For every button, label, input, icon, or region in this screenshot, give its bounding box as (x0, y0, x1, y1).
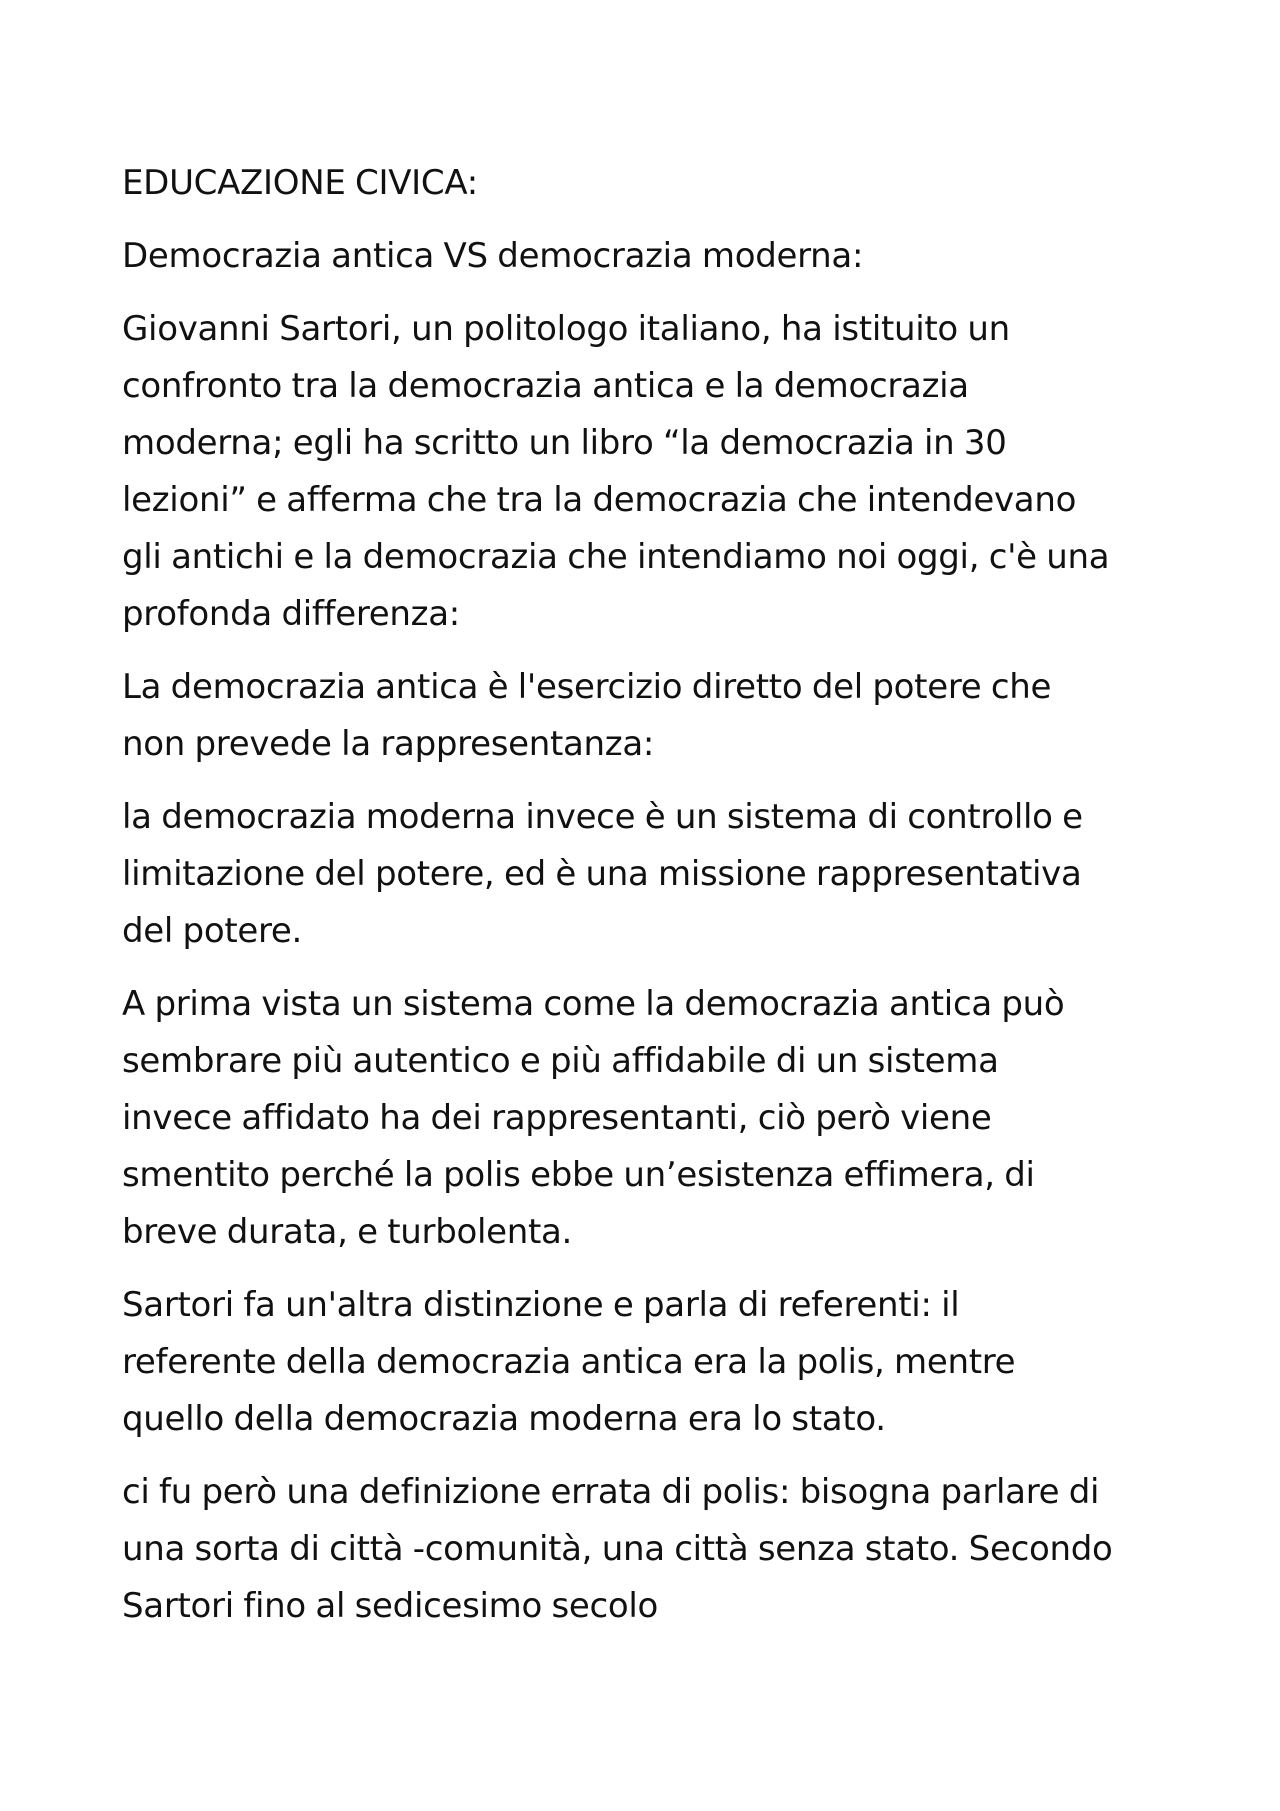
paragraph-line: smentito perché la polis ebbe un’esistenza effimera, di (122, 1155, 1035, 1195)
heading-text: EDUCAZIONE CIVICA: (122, 163, 478, 203)
paragraph-ancient-democracy (122, 659, 1182, 773)
paragraph-line: confronto tra la democrazia antica e la democrazia (122, 366, 969, 406)
paragraph-line: Sartori fino al sedicesimo secolo (122, 1586, 659, 1626)
paragraph-modern-democracy (122, 789, 1182, 960)
paragraph-referents (122, 1277, 1182, 1448)
document-body (122, 155, 1182, 1651)
paragraph-line: profonda differenza: (122, 594, 460, 634)
paragraph-line: Giovanni Sartori, un politologo italiano, ha istituito un (122, 309, 1010, 349)
paragraph-line: del potere. (122, 911, 303, 951)
paragraph-line: moderna; egli ha scritto un libro “la democrazia in 30 (122, 423, 1007, 463)
document-subheading (122, 228, 1182, 285)
subheading-text: Democrazia antica VS democrazia moderna: (122, 236, 864, 276)
paragraph-line: referente della democrazia antica era la polis, mentre (122, 1342, 1016, 1382)
paragraph-line: una sorta di città -comunità, una città senza stato. Secondo (122, 1529, 1113, 1569)
paragraph-line: lezioni” e afferma che tra la democrazia che intendevano (122, 480, 1077, 520)
paragraph-line: limitazione del potere, ed è una missione rappresentativa (122, 854, 1082, 894)
paragraph-line: invece affidato ha dei rappresentanti, ciò però viene (122, 1098, 992, 1138)
paragraph-line: Sartori fa un'altra distinzione e parla di referenti: il (122, 1285, 960, 1325)
paragraph-sartori-intro (122, 301, 1182, 643)
paragraph-line: A prima vista un sistema come la democrazia antica può (122, 984, 1065, 1024)
paragraph-line: breve durata, e turbolenta. (122, 1212, 573, 1252)
paragraph-polis-definition (122, 1464, 1182, 1635)
paragraph-line: La democrazia antica è l'esercizio diretto del potere che (122, 667, 1052, 707)
document-heading (122, 155, 1182, 212)
paragraph-line: sembrare più autentico e più affidabile di un sistema (122, 1041, 999, 1081)
paragraph-line: non prevede la rappresentanza: (122, 724, 655, 764)
paragraph-line: quello della democrazia moderna era lo stato. (122, 1399, 886, 1439)
paragraph-line: ci fu però una definizione errata di polis: bisogna parlare di (122, 1472, 1100, 1512)
paragraph-line: la democrazia moderna invece è un sistema di controllo e (122, 797, 1083, 837)
paragraph-line: gli antichi e la democrazia che intendiamo noi oggi, c'è una (122, 537, 1110, 577)
paragraph-first-glance (122, 976, 1182, 1261)
